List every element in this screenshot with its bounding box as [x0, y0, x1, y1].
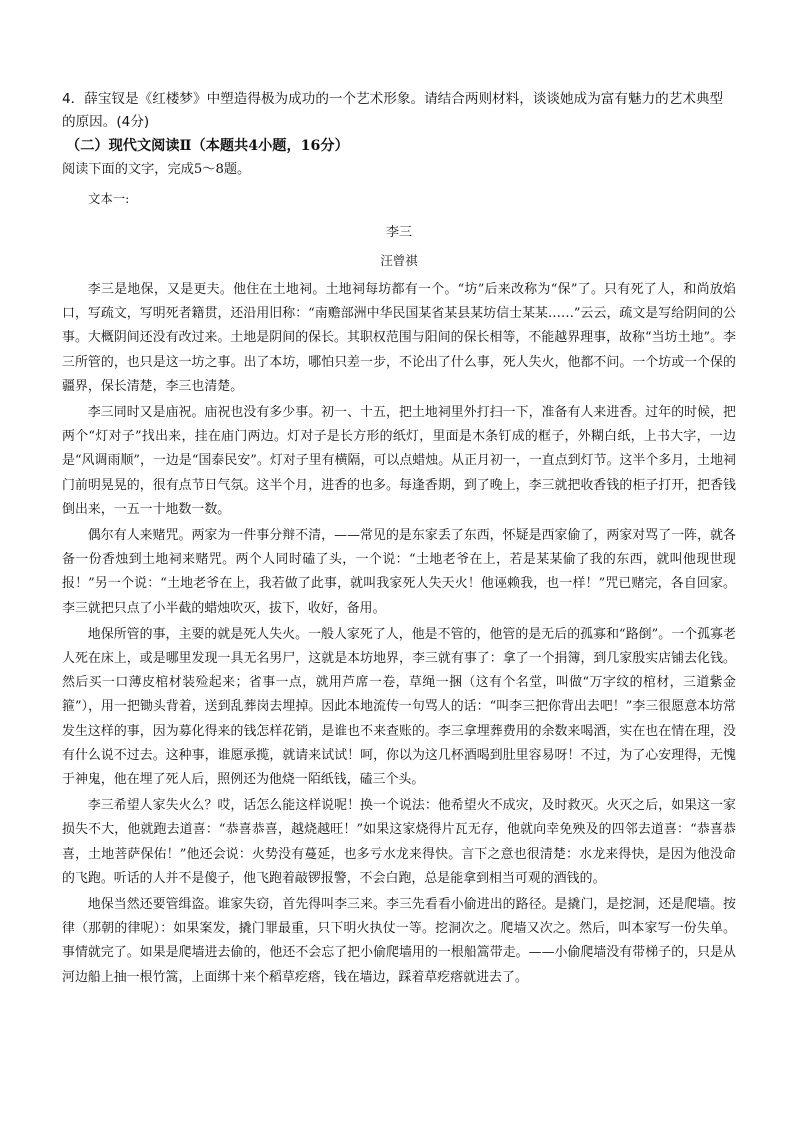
section-heading: （二）现代文阅读Ⅱ（本题共4小题，16分）	[66, 138, 349, 154]
paragraph: 李三希望人家失火么？哎，话怎么能这样说呢！换一个说法：他希望火不成灾，及时救灭。火灭之后，如果这一家损失不大，他就跑去道喜：“恭喜恭喜，越烧越旺！”如果这家烧得片瓦无存，他就向幸免殃及的四邻去道喜：“恭喜恭喜，土地菩萨保佑！”他还会说：火势没有蔓延，也多亏水龙来得快。言下之意也很清楚：水龙来得快，是因为他没命的飞跑。听话的人并不是傻子，他飞跑着敲锣报警，不会白跑，总是能拿到相当可观的酒钱的。	[62, 798, 736, 886]
story-author: 汪曾祺	[380, 253, 418, 268]
paragraph: 偶尔有人来赌咒。两家为一件事分辩不清，——常见的是东家丢了东西，怀疑是西家偷了，两家对骂了一阵，就各备一份香烛到土地祠来赌咒。两个人同时磕了头，一个说：“土地老爷在上，若是某某偷了我的东西，就叫他现世现报！”另一个说：“土地老爷在上，我若做了此事，就叫我家死人失天火！他诬赖我，也一样！”咒已赌完，各自回家。李三就把只点了小半截的蜡烛吹灭，拔下，收好，备用。	[62, 528, 736, 616]
paragraph: 地保当然还要管缉盗。谁家失窃，首先得叫李三来。李三先看看小偷进出的路径。是撬门，是挖洞，还是爬墙。按律（那朝的律呢）：如果案发，撬门罪最重，只下明火执仗一等。挖洞次之。爬墙又次之。然后，叫本家写一份失单。事情就完了。如果是爬墙进去偷的，他还不会忘了把小偷爬墙用的一根船篙带走。——小偷爬墙没有带梯子的，只是从河边船上抽一根竹篙，上面绑十来个稻草疙瘩，钱在墙边，踩着草疙瘩就进去了。	[62, 897, 736, 985]
question-4: 4．薛宝钗是《红楼梦》中塑造得极为成功的一个艺术形象。请结合两则材料，谈谈她成为富有魅力的艺术典型的原因。(4分)	[62, 91, 724, 130]
paragraph: 李三是地保，又是更夫。他住在土地祠。土地祠每坊都有一个。“坊”后来改称为“保”了。只有死了人，和尚放焰口，写疏文，写明死者籍贯，还沿用旧称：“南赡部洲中华民国某省某县某坊信士某某……”云云，疏文是写给阴间的公事。大概阴间还没有改过来。土地是阴间的保长。其职权范围与阳间的保长相等，不能越界理事，故称“当坊土地”。李三所管的，也只是这一坊之事。出了本坊，哪怕只差一步，不论出了什么事，死人失火，他都不问。一个坊或一个保的疆界，保长清楚，李三也清楚。	[62, 282, 736, 394]
reading-instruction: 阅读下面的文字，完成5～8题。	[62, 162, 251, 177]
paragraph: 李三同时又是庙祝。庙祝也没有多少事。初一、十五，把土地祠里外打扫一下，准备有人来进香。过年的时候，把两个“灯对子”找出来，挂在庙门两边。灯对子是长方形的纸灯，里面是木条钉成的框子，外糊白纸，上书大字，一边是“风调雨顺”，一边是“国泰民安”。灯对子里有横隔，可以点蜡烛。从正月初一，一直点到灯节。这半个多月，土地祠门前明晃晃的，很有点节日气氛。这半个月，进香的也多。每逢香期，到了晚上，李三就把收香钱的柜子打开，把香钱倒出来，一五一十地数一数。	[62, 405, 736, 517]
story-title: 李三	[385, 225, 413, 240]
paragraph: 地保所管的事，主要的就是死人失火。一般人家死了人，他是不管的，他管的是无后的孤寡和“路倒”。一个孤寡老人死在床上，或是哪里发现一具无名男尸，这就是本坊地界，李三就有事了：拿了一个捐簿，到几家殷实店铺去化钱。然后买一口薄皮棺材装殓起来；省事一点，就用芦席一卷，草绳一捆（这有个名堂，叫做“万字纹的棺材，三道紫金箍”），用一把锄头背着，送到乱葬岗去埋掉。因此本地流传一句骂人的话：“叫李三把你背出去吧！”李三很愿意本坊常发生这样的事，因为募化得来的钱怎样花销，是谁也不来查账的。李三拿埋葬费用的余数来喝酒，实在也在情在理，没有什么说不过去。这种事，谁愿承揽，就请来试试！呵，你以为这几杯酒喝到肚里容易呀！不过，为了心安理得，无愧于神鬼，他在埋了死人后，照例还为他烧一陌纸钱，磕三个头。	[62, 626, 736, 788]
document-page	[62, 88, 736, 992]
text-label: 文本一:	[88, 191, 130, 206]
